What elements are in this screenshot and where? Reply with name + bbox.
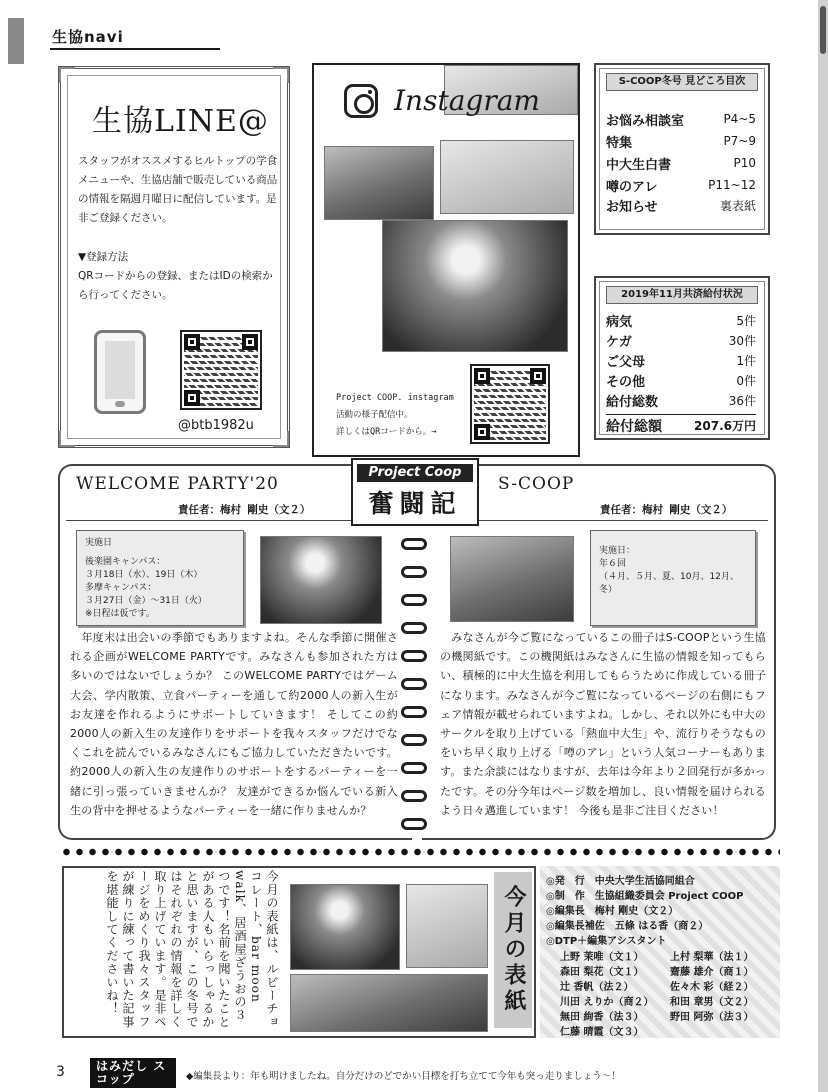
scoop-schedule-note: 実施日： 年６回 （４月、５月、夏、10月、12月、冬） <box>590 530 756 626</box>
binder-ring <box>401 706 427 718</box>
header-underline <box>50 48 220 50</box>
binder-ring <box>401 650 427 662</box>
scoop-staff-photo <box>450 536 574 622</box>
toc-row[interactable]: 特集 P7~9 <box>606 134 756 151</box>
benefit-row: その他 0件 <box>606 373 756 390</box>
scrollbar[interactable] <box>818 0 828 1092</box>
benefits-title: 2019年11月共済給付状況 <box>606 286 758 304</box>
project-coop-logo <box>351 458 479 526</box>
project-coop-logo-top: Project Coop <box>357 464 473 482</box>
credit-staff: 野田 阿弥（法３） <box>670 1012 754 1023</box>
credit-staff: 上村 梨華（法１） <box>670 952 754 963</box>
project-coop-logo-bottom: 奮闘記 <box>368 489 462 518</box>
scoop-body: みなさんが今ご覧になっているこの冊子はS-COOPという生協の機関紙です。この機関紙はみなさんに生協の情報を知ってもらい、積極的に中大生協を利用してもらうために作成している冊子になります。みなさんが今ご覧になっているページの右側にもフェア情報が載せられていますよね。しかし、それ以外にも中大のサークルを取り上げている「熱血中大生」や、流行りそうなものをいち早く取り上げる「噂のアレ」という人気コーナーもあります。また余談にはなりますが、去年は今年より２回発行が多かったです。その分今年はページ数を増加し、良い情報を届けられるよう日々邁進しています！ 今後も是非ご注目ください！ <box>440 631 766 817</box>
benefit-row: ケガ 30件 <box>606 333 756 350</box>
credit-staff: 辻 香帆（法２） <box>560 982 634 993</box>
binder-ring <box>401 566 427 578</box>
benefit-row: ご父母 1件 <box>606 353 756 370</box>
photo-gathering <box>440 140 574 214</box>
binder-ring <box>401 538 427 550</box>
credit-line: ◎DTP＋編集アシスタント <box>546 936 667 947</box>
instagram-note-line: 活動の様子配信中。 <box>336 410 413 420</box>
benefit-row: 給付総数 36件 <box>606 393 756 410</box>
page-section-title: 生協navi <box>52 28 124 46</box>
credit-staff: 和田 章男（文２） <box>670 997 754 1008</box>
credit-staff: 森田 梨花（文１） <box>560 967 644 978</box>
welcome-body: 年度末は出会いの季節でもありますよね。そんな季節に開催される企画がWELCOME PARTYです。みなさんも参加された方は多いのではないでしょうか？ このWELCOME PARTYではゲーム大会、学内散策、立食パーティーを通して約2000人の新入生がお友達を作れるようにサポートしていきます！ そしてこの約2000人の新入生の友達作りをサポートを我々スタッフだけでなくこれを読んでいるみなさんにもご協力していただきたいです。約2000人の新入生の友達作りのサポートをするパーティーを一緒に引っ張っていきませんか？ 友達ができるか悩んでいる新入生の背中を押せるようなパーティーを一緒に作りませんか？ <box>70 631 398 817</box>
binder-ring <box>401 622 427 634</box>
cover-photo-izakaya <box>290 974 488 1032</box>
instagram-note-line: Project COOP. instagram <box>336 393 454 403</box>
line-id: @btb1982u <box>178 418 254 433</box>
credits-panel <box>540 866 780 1038</box>
binder-ring <box>401 678 427 690</box>
cover-photo-chocolate <box>290 884 400 970</box>
cover-description: 今月の表紙は、ルビーチョコレート、bar moon walk、居酒屋ざうおの３つです！名前を聞いたことがある人もいらっしゃるかと思いますが、この冬号ではそれぞれの情報を詳しく取り上げています。是非ページをめくり我々スタッフが練りに練って書いた記事を堪能してくださいね！ <box>105 870 279 1029</box>
credit-staff: 無田 絢香（法３） <box>560 1012 644 1023</box>
credit-staff: 川田 えりか（商２） <box>560 997 654 1008</box>
toc-row[interactable]: お悩み相談室 P4~5 <box>606 112 756 129</box>
benefit-row: 病気 5件 <box>606 313 756 330</box>
cover-label: 今月の表紙 <box>494 872 532 1028</box>
photo-speaker <box>324 146 434 220</box>
smartphone-icon <box>94 330 146 414</box>
credit-line: ◎制 作 生協組織委員会 Project COOP <box>546 891 744 902</box>
scoop-title: S-COOP <box>498 474 575 494</box>
welcome-responsible: 責任者：梅村 剛史（文２） <box>178 504 311 516</box>
binder-ring <box>401 594 427 606</box>
credit-line: ◎発 行 中央大学生活協同組合 <box>546 876 695 887</box>
line-register-method <box>78 248 278 305</box>
benefit-total-row: 給付総額 207.6万円 <box>606 414 756 436</box>
credit-staff: 佐々木 彩（経２） <box>670 982 754 993</box>
scoop-responsible: 責任者：梅村 剛史（文２） <box>600 504 733 516</box>
photo-crowd <box>382 220 568 352</box>
credit-staff: 齋藤 雄介（商１） <box>670 967 754 978</box>
credit-line: ◎編集長 梅村 剛史（文２） <box>546 906 679 917</box>
credit-staff: 仁藤 晴霞（文３） <box>560 1027 644 1038</box>
line-qr-code[interactable] <box>180 330 262 410</box>
toc-title: S-COOP冬号 見どころ目次 <box>606 73 758 91</box>
instagram-note-line: 詳しくはQRコードから。→ <box>336 427 437 437</box>
instagram-icon <box>344 84 378 118</box>
binder-ring <box>401 762 427 774</box>
toc-row[interactable]: 中大生白書 P10 <box>606 156 756 173</box>
instagram-note <box>336 390 466 441</box>
binder-ring <box>401 790 427 802</box>
scoop-rule <box>438 520 768 521</box>
credit-staff: 上野 茉唯（文１） <box>560 952 644 963</box>
toc-panel <box>594 63 770 235</box>
header-accent-bar <box>8 18 24 64</box>
register-method-title: ▼登録方法 <box>78 251 129 263</box>
editor-note: ◆編集長より：年も明けましたね。自分だけのどでかい目標を打ち立てて今年も突っ走りましょう〜！ <box>186 1071 621 1082</box>
line-description: スタッフがオススメするヒルトップの学食メニューや、生協店舗で販売している商品の情報を隔週月曜日に配信しています。是非ご登録ください。 <box>78 155 278 224</box>
hamidashi-scoop-logo: はみだし スコップ <box>90 1058 176 1088</box>
page-number: 3 <box>56 1064 65 1080</box>
welcome-party-photo <box>260 536 382 624</box>
benefits-panel <box>594 276 770 440</box>
cover-photo-bar <box>406 884 488 968</box>
instagram-qr-code[interactable] <box>470 364 550 444</box>
register-method-text: QRコードからの登録、またはIDの検索から行ってください。 <box>78 270 273 301</box>
binder-ring <box>401 734 427 746</box>
binder-ring <box>401 818 427 830</box>
welcome-rule <box>66 520 396 521</box>
credit-line: ◎編集長補佐 五條 はる香（商２） <box>546 921 709 932</box>
toc-row[interactable]: お知らせ 裏表紙 <box>606 198 756 215</box>
welcome-schedule-note: 実施日 後楽園キャンパス： ３月18日（水）、19日（木） 多摩キャンパス： ３月27日（金）〜31日（火） ※日程は仮です。 <box>76 530 244 626</box>
line-title: 生協LINE@ <box>92 104 269 139</box>
instagram-logo-text: Instagram <box>394 84 540 117</box>
toc-row[interactable]: 噂のアレ P11~12 <box>606 178 756 195</box>
welcome-title: WELCOME PARTY'20 <box>76 474 279 494</box>
dotted-divider <box>60 846 780 858</box>
